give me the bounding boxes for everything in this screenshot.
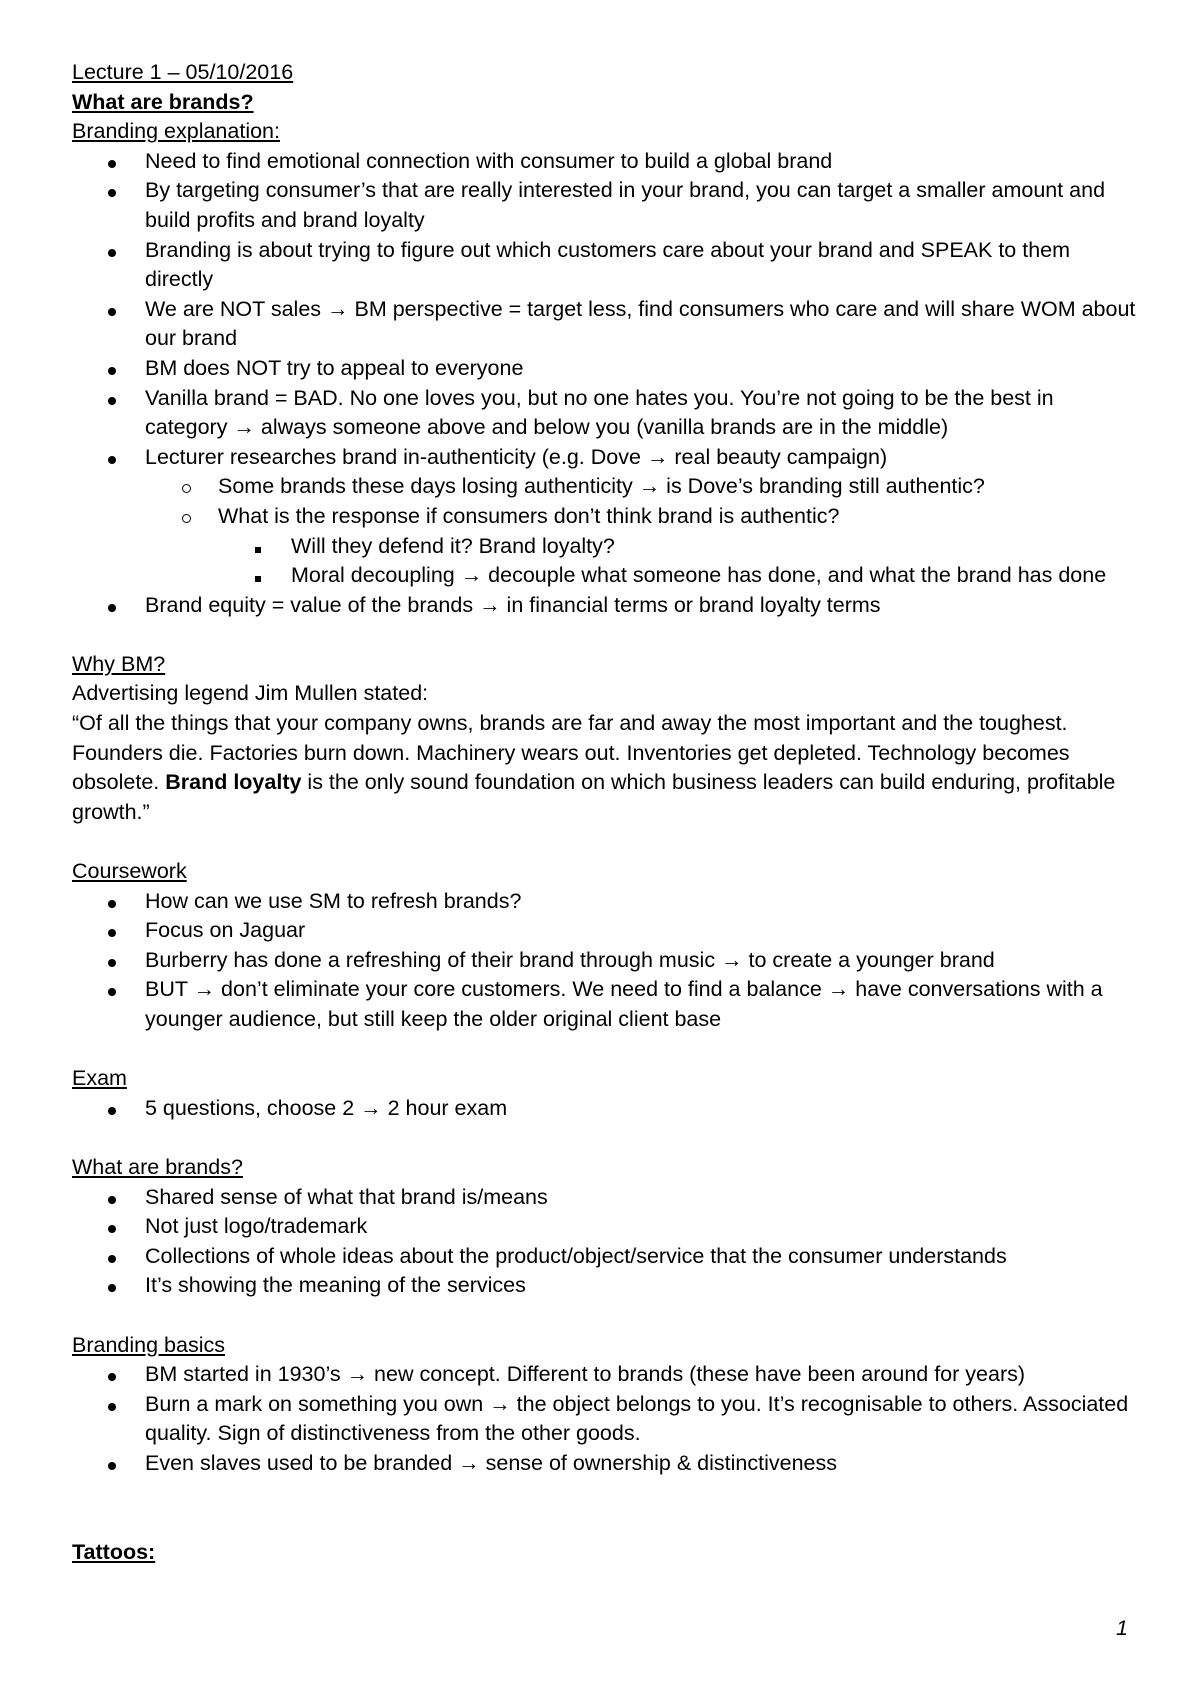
what-are-brands-list [72,1183,1142,1301]
bullet-icon [108,1390,116,1420]
bullet-icon [108,1242,116,1272]
bullet-icon [108,443,116,473]
list-item: BM started in 1930’s → new concept. Different to brands (these have been around for years) [72,1360,1142,1390]
list-item: Burberry has done a refreshing of their brand through music → to create a younger brand [72,946,1142,976]
list-item: Brand equity = value of the brands → in financial terms or brand loyalty terms [72,591,1142,621]
jim-mullen-quote: “Of all the things that your company owns, brands are far and away the most important and the toughest. Founders die. Factories burn down. Machinery wears out. Inventories get depleted. Technology becomes obsolete. Brand loyalty is the only sound foundation on which business leaders can build enduring, profitable growth.” [72,711,1116,824]
list-item: 5 questions, choose 2 → 2 hour exam [72,1094,1142,1124]
bullet-icon [108,1183,116,1213]
bullet-icon [108,975,116,1005]
lecture-title: Lecture 1 – 05/10/2016 [72,60,294,84]
bullet-icon [108,1094,116,1124]
list-item: Even slaves used to be branded → sense of ownership & distinctiveness [72,1449,1142,1479]
main-heading: What are brands? [72,89,254,114]
list-item: Not just logo/trademark [72,1212,1142,1242]
section-heading-coursework: Coursework [72,859,187,884]
list-item: BM does NOT try to appeal to everyone [72,354,1142,384]
sub-list-item: What is the response if consumers don’t think brand is authentic? [72,502,1142,532]
section-heading-why-bm: Why BM? [72,651,166,676]
bullet-icon [108,916,116,946]
list-item: Collections of whole ideas about the product/object/service that the consumer understands [72,1242,1142,1272]
section-heading-exam: Exam [72,1066,127,1091]
bullet-icon [108,1271,116,1301]
bullet-icon [108,1360,116,1390]
list-item: We are NOT sales → BM perspective = target less, find consumers who care and will share WOM about our brand [72,295,1142,354]
circle-bullet-icon [182,472,191,502]
branding-basics-list [72,1360,1142,1478]
bullet-icon [108,591,116,621]
sub-sub-list-item: Will they defend it? Brand loyalty? [72,532,1142,562]
list-item: Focus on Jaguar [72,916,1142,946]
list-item: BUT → don’t eliminate your core customers. We need to find a balance → have conversations with a younger audience, but still keep the older original client base [72,975,1142,1034]
square-bullet-icon [255,561,261,591]
list-item: How can we use SM to refresh brands? [72,887,1142,917]
exam-list [72,1094,1142,1124]
sub-sub-list-item: Moral decoupling → decouple what someone has done, and what the brand has done [72,561,1142,591]
sub-list-item: Some brands these days losing authenticity → is Dove’s branding still authentic? [72,472,1142,502]
bullet-icon [108,946,116,976]
list-item: Burn a mark on something you own → the object belongs to you. It’s recognisable to others. Associated quality. Sign of distinctiveness from the other goods. [72,1390,1142,1449]
bullet-icon [108,1212,116,1242]
bullet-icon [108,236,116,266]
section-heading-what-are-brands: What are brands? [72,1154,243,1179]
coursework-list [72,887,1142,1035]
branding-explanation-list [72,147,1142,621]
square-bullet-icon [255,532,261,562]
bullet-icon [108,147,116,177]
list-item: By targeting consumer’s that are really interested in your brand, you can target a smaller amount and build profits and brand loyalty [72,176,1142,235]
circle-bullet-icon [182,502,191,532]
list-item: Shared sense of what that brand is/means [72,1183,1142,1213]
bullet-icon [108,887,116,917]
quote-intro: Advertising legend Jim Mullen stated: [72,681,429,706]
section-heading-branding-basics: Branding basics [72,1332,225,1357]
bullet-icon [108,176,116,206]
list-item: Branding is about trying to figure out which customers care about your brand and SPEAK to them directly [72,236,1142,295]
bullet-icon [108,354,116,384]
bullet-icon [108,1449,116,1479]
list-item: Need to find emotional connection with consumer to build a global brand [72,147,1142,177]
list-item: It’s showing the meaning of the services [72,1271,1142,1301]
bullet-icon [108,295,116,325]
list-item: Vanilla brand = BAD. No one loves you, but no one hates you. You’re not going to be the best in category → always someone above and below you (vanilla brands are in the middle) [72,384,1142,443]
section-heading-tattoos: Tattoos: [72,1539,156,1564]
section-heading-branding-explanation: Branding explanation: [72,119,280,144]
list-item: Lecturer researches brand in-authenticity (e.g. Dove → real beauty campaign) [72,443,1142,473]
document-body [72,58,1142,1567]
page-number: 1 [1116,1616,1128,1640]
bullet-icon [108,384,116,414]
